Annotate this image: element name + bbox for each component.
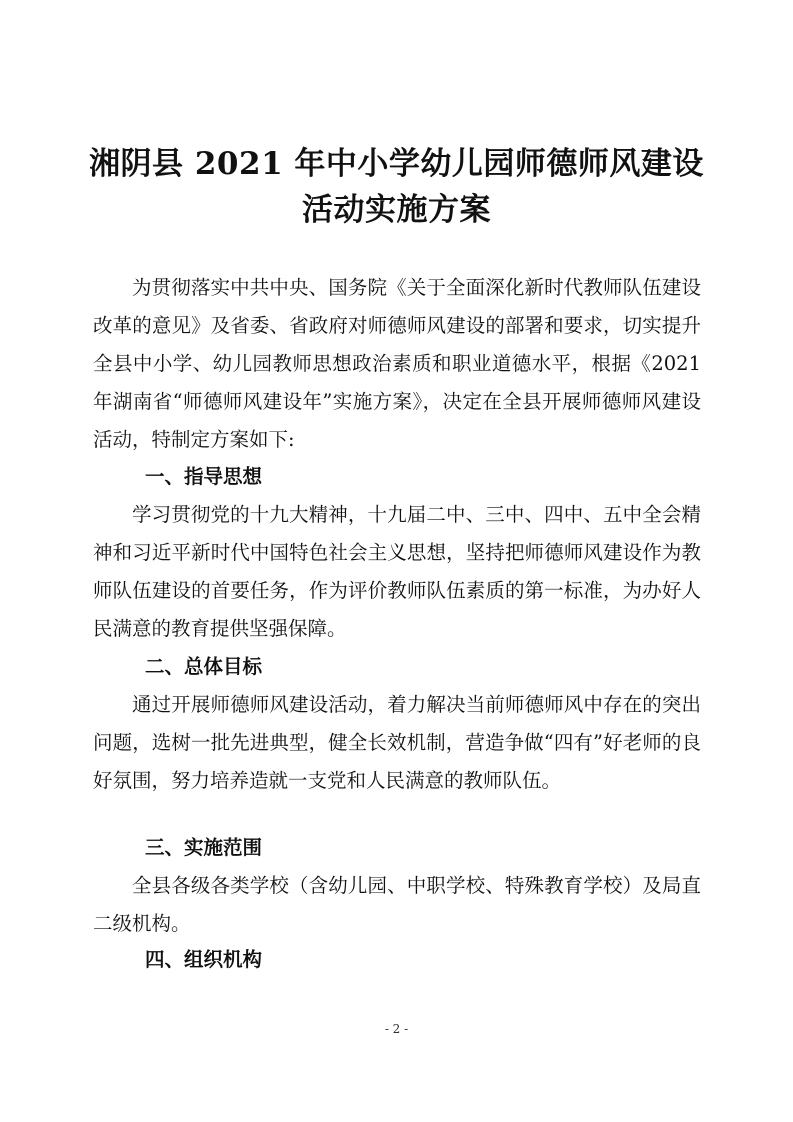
section-paragraph-scope: 全县各级各类学校（含幼儿园、中职学校、特殊教育学校）及局直二级机构。 <box>93 874 701 935</box>
section-heading-guiding-ideology: 一、指导思想 <box>145 465 263 488</box>
intro-paragraph: 为贯彻落实中共中央、国务院《关于全面深化新时代教师队伍建设改革的意见》及省委、省政府对师德师风建设的部署和要求，切实提升全县中小学、幼儿园教师思想政治素质和职业道德水平，根据《2021 年湖南省“师德师风建设年”实施方案》，决定在全县开展师德师风建设活动，特制定方案如下: <box>93 276 701 451</box>
section-heading-organization: 四、组织机构 <box>145 948 263 971</box>
section-paragraph-overall-goals: 通过开展师德师风建设活动，着力解决当前师德师风中存在的突出问题，选树一批先进典型，健全长效机制，营造争做“四有”好老师的良好氛围，努力培养造就一支党和人民满意的教师队伍。 <box>93 693 701 792</box>
document-title-line-2: 活动实施方案 <box>302 192 491 228</box>
page-number: - 2 - <box>384 1022 409 1036</box>
section-heading-scope: 三、实施范围 <box>145 836 263 859</box>
document-title-line-1: 湘阴县 2021 年中小学幼儿园师德师风建设 <box>89 146 704 182</box>
section-heading-overall-goals: 二、总体目标 <box>145 655 263 678</box>
section-paragraph-guiding-ideology: 学习贯彻党的十九大精神，十九届二中、三中、四中、五中全会精神和习近平新时代中国特色社会主义思想，坚持把师德师风建设作为教师队伍建设的首要任务，作为评价教师队伍素质的第一标准，为办好人民满意的教育提供坚强保障。 <box>93 503 701 640</box>
